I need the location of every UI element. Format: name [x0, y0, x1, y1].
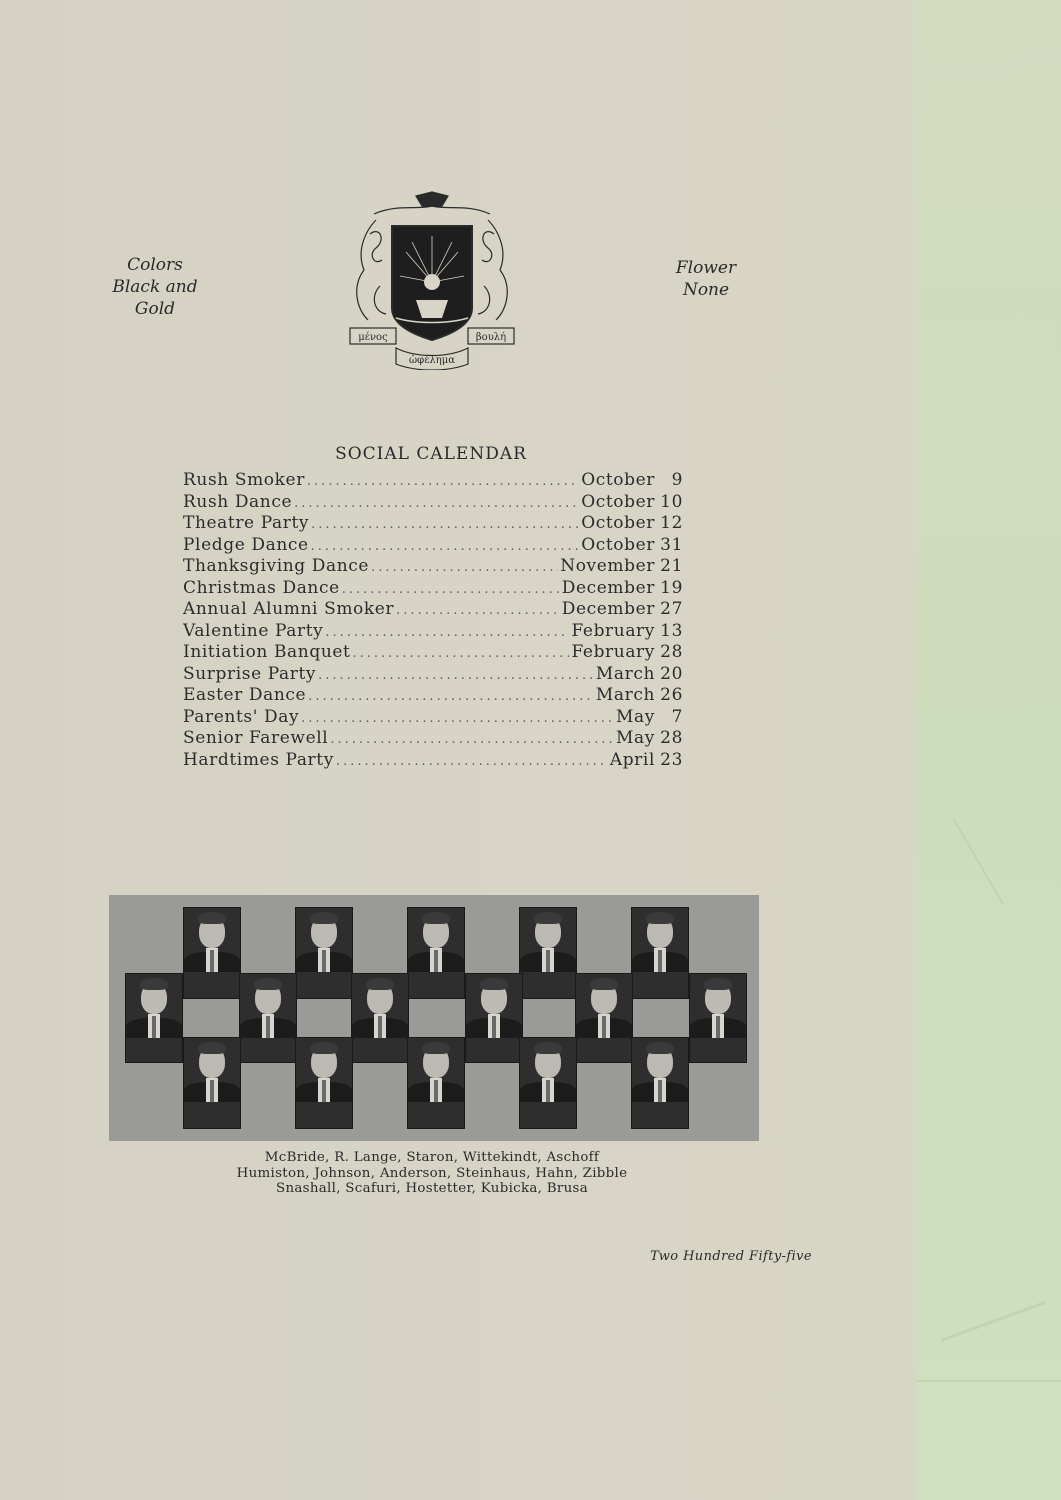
- calendar-row: [183, 535, 683, 557]
- calendar-row: [183, 707, 683, 729]
- flower-block: [660, 257, 752, 301]
- calendar-month: November: [560, 556, 655, 576]
- calendar-month: February: [571, 642, 655, 662]
- calendar-month: May: [616, 706, 655, 727]
- member-portrait: [183, 907, 241, 999]
- dot-leader: [342, 582, 560, 597]
- dot-leader: [308, 689, 594, 704]
- calendar-event: Annual Alumni Smoker: [183, 599, 395, 619]
- member-portrait: [519, 907, 577, 999]
- member-portrait: [125, 973, 183, 1063]
- calendar-month: April: [609, 749, 655, 770]
- calendar-day: 7: [671, 706, 683, 727]
- calendar-list: [183, 470, 683, 771]
- calendar-row: [183, 470, 683, 492]
- member-portrait: [295, 1037, 353, 1129]
- flower-heading: Flower: [675, 258, 737, 278]
- calendar-day: 19: [660, 577, 683, 598]
- calendar-month: May: [616, 728, 655, 748]
- calendar-month: December: [561, 577, 655, 598]
- member-portrait: [631, 907, 689, 999]
- calendar-month: February: [571, 620, 655, 641]
- crest-motto-left: μένος: [358, 332, 388, 343]
- calendar-event: Rush Dance: [183, 491, 293, 512]
- calendar-day: 31: [660, 534, 683, 555]
- calendar-row: [183, 728, 683, 750]
- member-portrait: [239, 973, 297, 1063]
- member-portrait: [295, 907, 353, 999]
- calendar-event: Hardtimes Party: [183, 749, 334, 770]
- colors-block: [90, 254, 220, 320]
- crest-motto-bottom: ὠφέλημα: [409, 355, 455, 366]
- calendar-event: Initiation Banquet: [183, 642, 351, 662]
- calendar-event: Surprise Party: [183, 663, 317, 684]
- dot-leader: [311, 517, 579, 532]
- calendar-day: 28: [660, 642, 683, 662]
- calendar-month: October: [581, 491, 655, 512]
- dot-leader: [325, 625, 569, 640]
- calendar-event: Senior Farewell: [183, 728, 329, 748]
- member-portrait: [407, 1037, 465, 1129]
- calendar-day: 21: [660, 556, 683, 576]
- crest-motto-right: βουλή: [475, 332, 507, 343]
- calendar-row: [183, 599, 683, 621]
- flower-value: None: [682, 280, 730, 300]
- calendar-row: [183, 556, 683, 578]
- calendar-day: 23: [660, 749, 683, 770]
- dot-leader: [307, 474, 579, 489]
- colors-value: Black and Gold: [112, 277, 198, 319]
- member-portrait: [465, 973, 523, 1063]
- member-portrait: [407, 907, 465, 999]
- dot-leader: [330, 732, 614, 747]
- calendar-day: 27: [660, 599, 683, 619]
- caption-line-1: McBride, R. Lange, Staron, Wittekindt, Aschoff: [264, 1150, 600, 1165]
- dot-leader: [352, 646, 569, 661]
- calendar-day: 28: [660, 728, 683, 748]
- calendar-event: Christmas Dance: [183, 577, 340, 598]
- member-portrait: [689, 973, 747, 1063]
- calendar-month: March: [595, 663, 655, 684]
- caption-line-2: Humiston, Johnson, Anderson, Steinhaus, Hahn, Zibble: [236, 1165, 628, 1181]
- dot-leader: [318, 668, 594, 683]
- calendar-row: [183, 664, 683, 686]
- group-photo-collage: [109, 895, 759, 1141]
- member-portrait: [351, 973, 409, 1063]
- calendar-day: 20: [660, 663, 683, 684]
- photo-caption: [200, 1150, 664, 1197]
- dot-leader: [311, 539, 580, 554]
- calendar-row: [183, 750, 683, 772]
- calendar-event: Thanksgiving Dance: [183, 556, 370, 576]
- member-portrait: [183, 1037, 241, 1129]
- calendar-row: [183, 621, 683, 643]
- calendar-row: [183, 513, 683, 535]
- dot-leader: [301, 711, 614, 726]
- calendar-row: [183, 492, 683, 514]
- calendar-row: [183, 685, 683, 707]
- calendar-month: October: [581, 513, 655, 533]
- calendar-month: October: [581, 470, 655, 490]
- calendar-event: Rush Smoker: [183, 470, 305, 490]
- fraternity-crest-icon: [346, 190, 518, 370]
- calendar-row: [183, 642, 683, 664]
- calendar-day: 26: [660, 685, 683, 705]
- member-portrait: [575, 973, 633, 1063]
- calendar-month: March: [595, 685, 655, 705]
- green-page-edge: [918, 0, 1061, 1500]
- calendar-day: 9: [671, 470, 683, 490]
- calendar-event: Easter Dance: [183, 685, 307, 705]
- calendar-row: [183, 578, 683, 600]
- calendar-month: December: [561, 599, 655, 619]
- dot-leader: [371, 560, 558, 575]
- calendar-title: SOCIAL CALENDAR: [335, 444, 527, 464]
- page-number: Two Hundred Fifty-five: [650, 1249, 812, 1264]
- calendar-month: October: [581, 534, 655, 555]
- calendar-event: Theatre Party: [183, 513, 310, 533]
- caption-line-3: Snashall, Scafuri, Hostetter, Kubicka, Brusa: [275, 1181, 589, 1196]
- calendar-day: 12: [660, 513, 683, 533]
- dot-leader: [396, 603, 560, 618]
- calendar-day: 13: [660, 620, 683, 641]
- dot-leader: [336, 754, 608, 769]
- member-portrait: [631, 1037, 689, 1129]
- calendar-event: Valentine Party: [183, 620, 324, 641]
- dot-leader: [294, 496, 579, 511]
- calendar-event: Parents' Day: [183, 706, 300, 727]
- calendar-day: 10: [660, 491, 683, 512]
- colors-heading: Colors: [127, 255, 183, 275]
- calendar-event: Pledge Dance: [183, 534, 309, 555]
- member-portrait: [519, 1037, 577, 1129]
